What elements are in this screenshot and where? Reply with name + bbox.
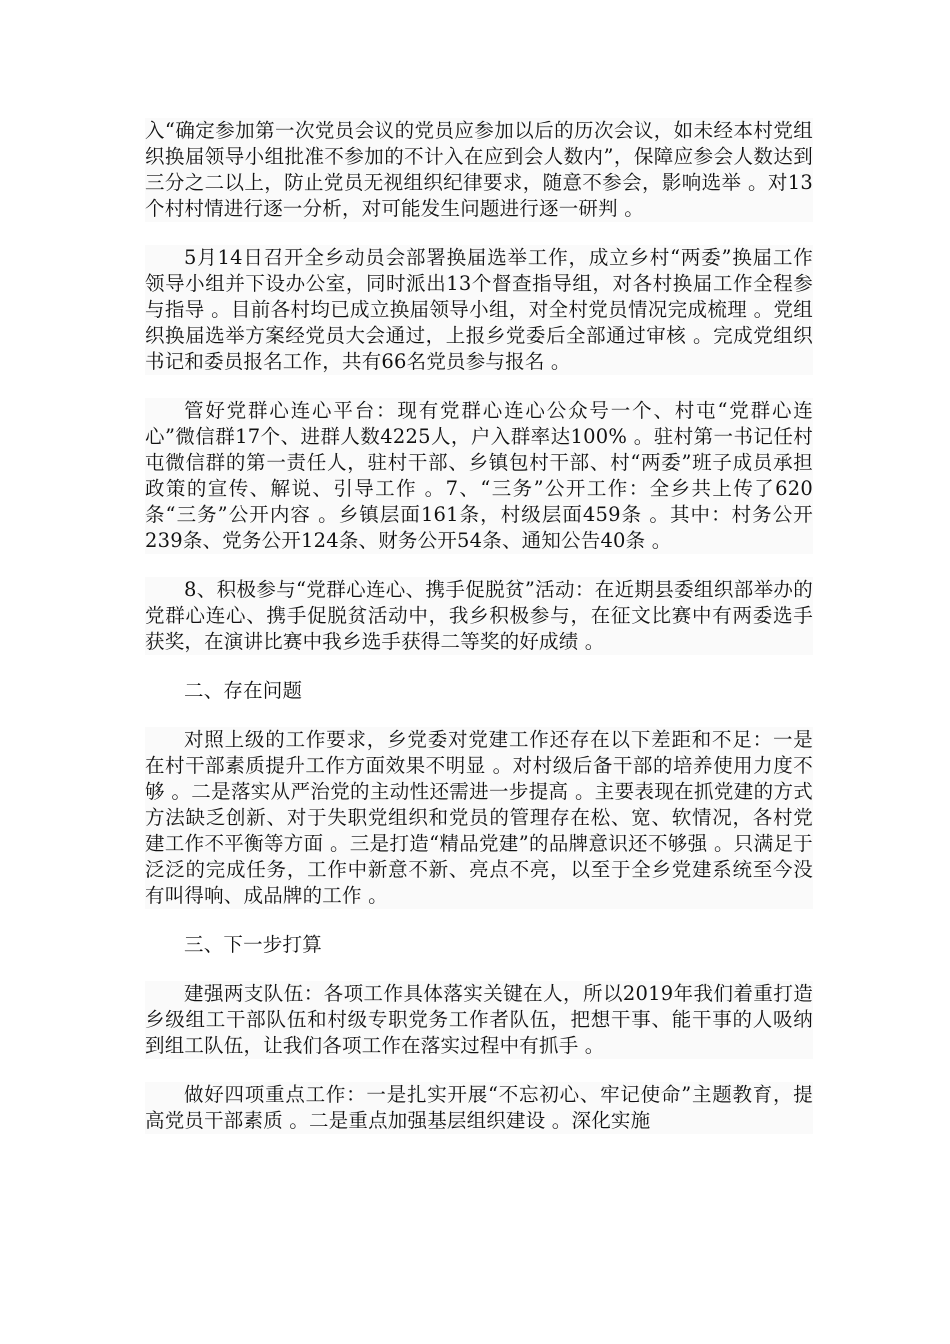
paragraph-election-meeting: 5月14日召开全乡动员会部署换届选举工作，成立乡村“两委”换届工作领导小组并下设办公室，同时派出13个督查指导组，对各村换届工作全程参与指导 。目前各村均已成立换届领导小组，对全村党员情况完成梳理 。党组织换届选举方案经党员大会通过，上报乡党委后全部通过审核 。完成党组织书记和委员报名工作，共有66名党员参与报名 。 [145,246,813,373]
paragraph-continued: 入“确定参加第一次党员会议的党员应参加以后的历次会议，如未经本村党组织换届领导小组批准不参加的不计入在应到会人数内”，保障应参会人数达到三分之二以上，防止党员无视组织纪律要求，随意不参会，影响选举 。对13个村村情进行逐一分析，对可能发生问题进行逐一研判 。 [145,119,813,220]
paragraph-platform: 管好党群心连心平台：现有党群心连心公众号一个、村屯“党群心连心”微信群17个、进群人数4225人，户入群率达100% 。驻村第一书记任村屯微信群的第一责任人，驻村干部、乡镇包村干部、村“两委”班子成员承担政策的宣传、解说、引导工作 。7、“三务”公开工作：全乡共上传了620条“三务”公开内容 。乡镇层面161条，村级层面459条 。其中：村务公开239条、党务公开124条、财务公开54条、通知公告40条 。 [145,399,813,552]
document-page [145,118,813,1157]
paragraph-problems: 对照上级的工作要求，乡党委对党建工作还存在以下差距和不足：一是在村干部素质提升工作方面效果不明显 。对村级后备干部的培养使用力度不够 。二是落实从严治党的主动性还需进一步提高 。主要表现在抓党建的方式方法缺乏创新、对于失职党组织和党员的管理存在松、宽、软情况，各村党建工作不平衡等方面 。三是打造“精品党建”的品牌意识还不够强 。只满足于泛泛的完成任务，工作中新意不新、亮点不亮，以至于全乡党建系统至今没有叫得响、成品牌的工作 。 [145,728,813,907]
paragraph-plan-tasks: 做好四项重点工作：一是扎实开展“不忘初心、牢记使命”主题教育，提高党员干部素质 。二是重点加强基层组织建设 。深化实施 [145,1083,813,1132]
section-heading-problems: 二、存在问题 [184,679,303,702]
section-heading-plan: 三、下一步打算 [184,933,322,956]
paragraph-plan-teams: 建强两支队伍：各项工作具体落实关键在人，所以2019年我们着重打造乡级组工干部队伍和村级专职党务工作者队伍，把想干事、能干事的人吸纳到组工队伍，让我们各项工作在落实过程中有抓手 。 [145,982,813,1057]
paragraph-activity: 8、积极参与“党群心连心、携手促脱贫”活动：在近期县委组织部举办的党群心连心、携手促脱贫活动中，我乡积极参与，在征文比赛中有两委选手获奖，在演讲比赛中我乡选手获得二等奖的好成绩 。 [145,578,813,653]
